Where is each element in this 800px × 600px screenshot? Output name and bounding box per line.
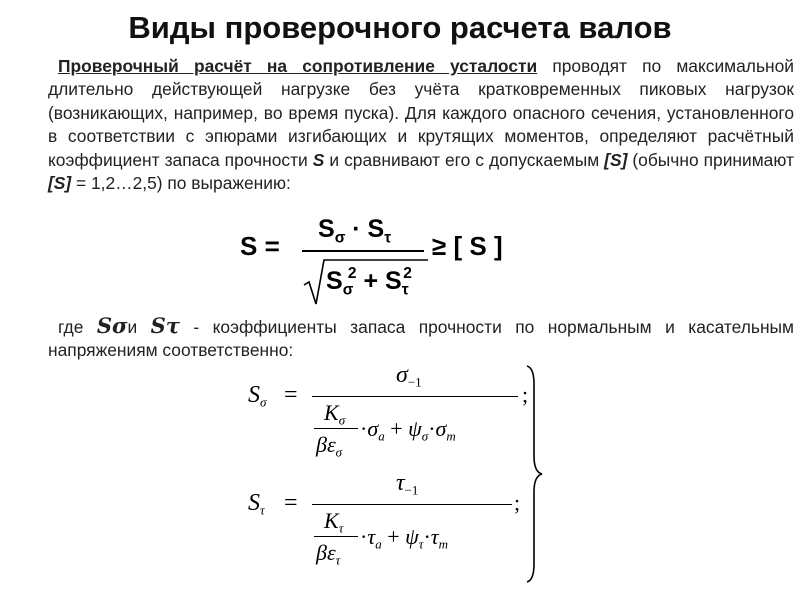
dot-3: · — [360, 524, 368, 549]
plus-2: + — [387, 524, 400, 549]
paragraph-text-b: и сравнивают его с допускаемым — [324, 149, 605, 170]
k-tau-bar — [314, 536, 358, 537]
num-s-sigma: S — [318, 215, 335, 243]
k-sigma-bar — [314, 428, 358, 429]
beta-eps-sub: σ — [335, 444, 343, 460]
num-dot: · — [345, 215, 368, 243]
paragraph-text-c: (обычно принимают — [627, 149, 794, 170]
fraction-bar — [302, 250, 424, 252]
s-sigma-eq: = — [284, 382, 298, 408]
tau-minus1 — [396, 470, 418, 499]
semicolon-1: ; — [522, 382, 529, 407]
den-s-tau: S — [385, 266, 402, 295]
symbol-s-sigma: Sσ — [96, 313, 128, 338]
beta-eps-letters: βε — [316, 432, 336, 457]
tau-m-sub: m — [438, 536, 449, 552]
tau-top: τ — [396, 470, 405, 496]
symbol-s-tau: Sτ — [150, 313, 180, 338]
den-sup-2b: 2 — [403, 265, 412, 282]
paragraph-where — [48, 314, 794, 363]
k-sigma — [324, 400, 345, 429]
k-tau-letter: K — [324, 508, 339, 533]
k-sigma-letter: K — [324, 400, 339, 425]
psi-tau-letter: ψ — [405, 524, 419, 549]
s-tau-eq: = — [284, 490, 298, 516]
formula-rhs: ≥ [ S ] — [432, 231, 503, 261]
psi-tau-sub: τ — [418, 536, 424, 552]
tau-minus1-sub: −1 — [404, 482, 419, 498]
sigma-minus1-sub: −1 — [407, 374, 422, 390]
k-tau — [324, 508, 343, 537]
denominator-terms — [326, 265, 412, 299]
symbol-s-allowed-2: [S] — [48, 173, 72, 194]
partial-safety-factors-formulas — [248, 362, 538, 587]
k-tau-sub: τ — [338, 520, 344, 536]
curly-brace-icon — [524, 364, 546, 586]
num-sub-tau: τ — [384, 229, 392, 247]
den-plus: + — [356, 266, 385, 295]
den-sub-tau: τ — [401, 281, 409, 299]
tau-a-terms — [360, 524, 448, 553]
paragraph-fatigue-description — [48, 55, 794, 195]
psi-sigma-sub: σ — [421, 428, 429, 444]
den-sub-sigma: σ — [342, 281, 354, 299]
den-s-sigma: S — [326, 266, 343, 295]
where-text: где — [58, 317, 97, 337]
underlined-term: Проверочный расчёт на сопротивление усталости — [58, 56, 538, 76]
sigma-m-letter: σ — [435, 416, 447, 441]
symbol-s: S — [312, 149, 325, 170]
num-s-tau: S — [367, 215, 385, 243]
where-description: - коэффициенты запаса прочности по нормальным и касательным напряжениям соответственно: — [48, 317, 795, 361]
formula-lhs: S = — [240, 231, 280, 261]
sigma-m-sub: m — [446, 428, 456, 444]
paragraph-text-a: проводят по максимальной длительно действующей нагрузке без учёта кратковременных пиковых нагрузок (возникающих, например, во время пуска). Для каждого опасного сечения, установленного в соответствии с эпюрами изгибающих и крутящих моментов, определяют расчётный коэффициент запаса прочности — [48, 56, 795, 170]
dot-4: · — [423, 524, 431, 549]
s-tau-lhs — [248, 490, 265, 519]
beta-eps-tau-sub: τ — [335, 552, 341, 568]
s-tau-main-bar — [312, 504, 512, 505]
formula-numerator — [318, 215, 391, 247]
paragraph-text-d: = 1,2…2,5) по выражению: — [71, 173, 291, 194]
k-sigma-sub: σ — [338, 412, 346, 428]
tau-a-letter: τ — [367, 524, 376, 549]
semicolon-2: ; — [514, 490, 521, 515]
and-text: и — [127, 317, 151, 337]
s-sigma-main-bar — [312, 396, 518, 397]
s-tau-letter: S — [248, 490, 260, 516]
sigma-top: σ — [396, 362, 408, 388]
beta-eps-sigma — [316, 432, 342, 461]
beta-eps-tau — [316, 540, 340, 569]
sigma-minus1 — [396, 362, 422, 391]
s-sigma-letter: S — [248, 382, 260, 408]
s-tau-sub: τ — [260, 502, 265, 518]
beta-eps-tau-letters: βε — [316, 540, 336, 565]
num-sub-sigma: σ — [334, 229, 346, 247]
s-sigma-sub: σ — [260, 394, 267, 410]
dot-2: · — [428, 416, 436, 441]
tau-a-sub: a — [375, 536, 382, 552]
sigma-a-letter: σ — [367, 416, 379, 441]
symbol-s-allowed: [S] — [604, 149, 628, 170]
sigma-a-terms — [360, 416, 456, 445]
sigma-a-sub: a — [378, 428, 385, 444]
psi-sigma-letter: ψ — [408, 416, 422, 441]
plus-1: + — [390, 416, 403, 441]
slide-title: Виды проверочного расчета валов — [128, 10, 672, 45]
dot-1: · — [360, 416, 368, 441]
tau-m-letter: τ — [430, 524, 439, 549]
s-sigma-lhs — [248, 382, 266, 411]
den-sup-2a: 2 — [347, 265, 357, 282]
